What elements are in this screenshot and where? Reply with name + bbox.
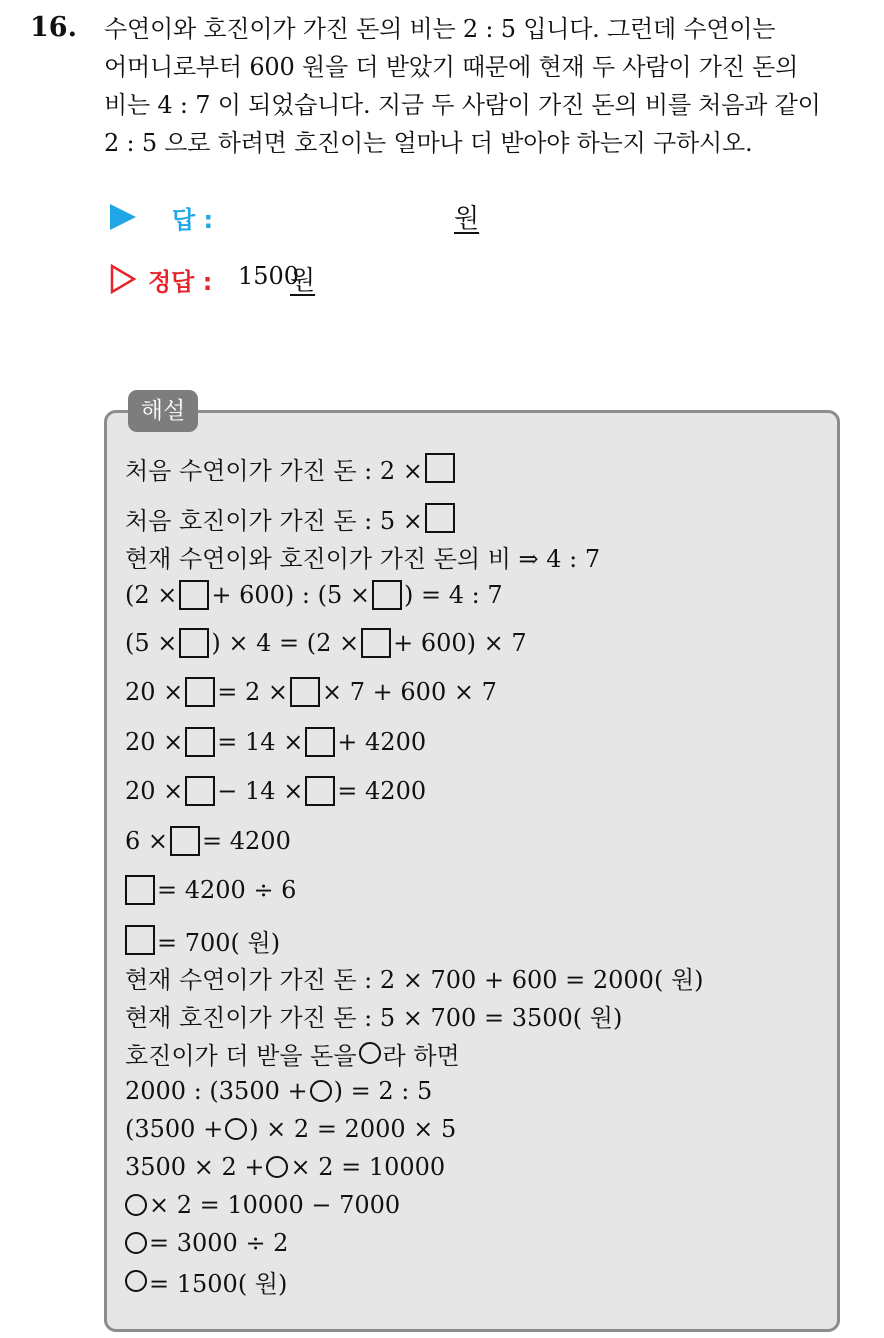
solution-text: × 2 = 10000 − 7000 [149, 1191, 401, 1219]
solution-line [125, 822, 291, 860]
question-text [104, 10, 864, 162]
solution-text: + 4200 [337, 728, 427, 756]
blank-box [372, 580, 402, 610]
solution-line [125, 673, 497, 711]
solution-line [125, 772, 426, 810]
blank-box [425, 453, 455, 483]
solution-text: = 2 × [217, 678, 289, 706]
blank-box [170, 826, 200, 856]
blank-box [179, 580, 209, 610]
solution-line [125, 1224, 288, 1262]
answer-row [110, 198, 570, 238]
correct-answer-value: 1500 [238, 262, 300, 290]
filled-triangle-icon [110, 204, 136, 230]
blank-box [305, 727, 335, 757]
solution-text: 처음 호진이가 가진 돈 : 5 × [125, 506, 423, 535]
solution-text: × 2 = 10000 [290, 1153, 446, 1181]
solution-line [125, 537, 600, 575]
solution-text: = 1500( 원) [149, 1269, 288, 1298]
solution-text: ) × 2 = 2000 × 5 [249, 1115, 457, 1143]
solution-text: 현재 수연이와 호진이가 가진 돈의 비 ⇒ 4 : 7 [125, 544, 601, 573]
solution-text: + 600) × 7 [393, 629, 527, 657]
blank-circle [310, 1080, 332, 1102]
solution-text: (3500 + [125, 1115, 224, 1143]
correct-answer-row [110, 260, 510, 300]
solution-line [125, 1072, 432, 1110]
solution-line [125, 1262, 287, 1300]
blank-box [185, 776, 215, 806]
solution-text: 20 × [125, 728, 184, 756]
solution-text: 호진이가 더 받을 돈을 [125, 1041, 357, 1070]
solution-line [125, 958, 704, 996]
solution-text: 현재 호진이가 가진 돈 : 5 × 700 = 3500( 원) [125, 1003, 623, 1032]
question-line: 비는 4 : 7 이 되었습니다. 지금 두 사람이 가진 돈의 비를 처음과 같이 [104, 91, 821, 119]
blank-box [305, 776, 335, 806]
blank-box [425, 503, 455, 533]
solution-text: 3500 × 2 + [125, 1153, 265, 1181]
solution-text: ) = 4 : 7 [404, 581, 503, 609]
solution-text: ) = 2 : 5 [333, 1077, 433, 1105]
solution-line [125, 576, 503, 614]
blank-circle [125, 1270, 147, 1292]
blank-box [179, 628, 209, 658]
solution-line [125, 1034, 460, 1072]
solution-text: = 3000 ÷ 2 [149, 1229, 289, 1257]
blank-circle [266, 1156, 288, 1178]
correct-answer-label: 정답 : [148, 268, 213, 296]
solution-text: 20 × [125, 777, 184, 805]
solution-text: (5 × [125, 629, 178, 657]
blank-box [185, 677, 215, 707]
blank-box [125, 875, 155, 905]
question-line: 수연이와 호진이가 가진 돈의 비는 2 : 5 입니다. 그런데 수연이는 [104, 15, 776, 43]
blank-circle [225, 1118, 247, 1140]
solution-text: = 700( 원) [157, 928, 281, 957]
solution-text: 2000 : (3500 + [125, 1077, 308, 1105]
solution-text: = 4200 [202, 827, 291, 855]
outline-triangle-icon [110, 264, 136, 294]
solution-line [125, 624, 527, 662]
blank-circle [359, 1042, 381, 1064]
blank-circle [125, 1194, 147, 1216]
solution-text: = 4200 [337, 777, 427, 805]
solution-line [125, 871, 296, 909]
solution-tab-label: 해설 [128, 390, 198, 432]
solution-line [125, 1110, 456, 1148]
solution-text: = 4200 ÷ 6 [157, 876, 297, 904]
solution-line [125, 1148, 445, 1186]
solution-text: × 7 + 600 × 7 [322, 678, 497, 706]
blank-box [185, 727, 215, 757]
solution-text: 6 × [125, 827, 169, 855]
question-line: 2 : 5 으로 하려면 호진이는 얼마나 더 받아야 하는지 구하시오. [104, 129, 753, 157]
solution-text: 현재 수연이가 가진 돈 : 2 × 700 + 600 = 2000( 원) [125, 965, 704, 994]
solution-text: − 14 × [217, 777, 304, 805]
solution-text: = 14 × [217, 728, 304, 756]
solution-text: 20 × [125, 678, 184, 706]
solution-text: (2 × [125, 581, 178, 609]
blank-circle [125, 1232, 147, 1254]
solution-line [125, 499, 457, 537]
solution-line [125, 723, 426, 761]
blank-box [125, 925, 155, 955]
answer-label: 답 : [172, 206, 214, 234]
solution-text: + 600) : (5 × [211, 581, 370, 609]
solution-text: 처음 수연이가 가진 돈 : 2 × [125, 456, 423, 485]
solution-text: ) × 4 = (2 × [211, 629, 360, 657]
solution-line [125, 996, 622, 1034]
blank-box [361, 628, 391, 658]
solution-line [125, 1186, 400, 1224]
answer-unit: 원 [454, 204, 480, 234]
correct-answer-unit: 원 [290, 266, 316, 296]
question-number: 16. [30, 12, 77, 43]
question-line: 어머니로부터 600 원을 더 받았기 때문에 현재 두 사람이 가진 돈의 [104, 53, 799, 81]
solution-text: 라 하면 [382, 1041, 460, 1070]
blank-box [290, 677, 320, 707]
solution-line [125, 449, 457, 487]
solution-line [125, 921, 280, 959]
